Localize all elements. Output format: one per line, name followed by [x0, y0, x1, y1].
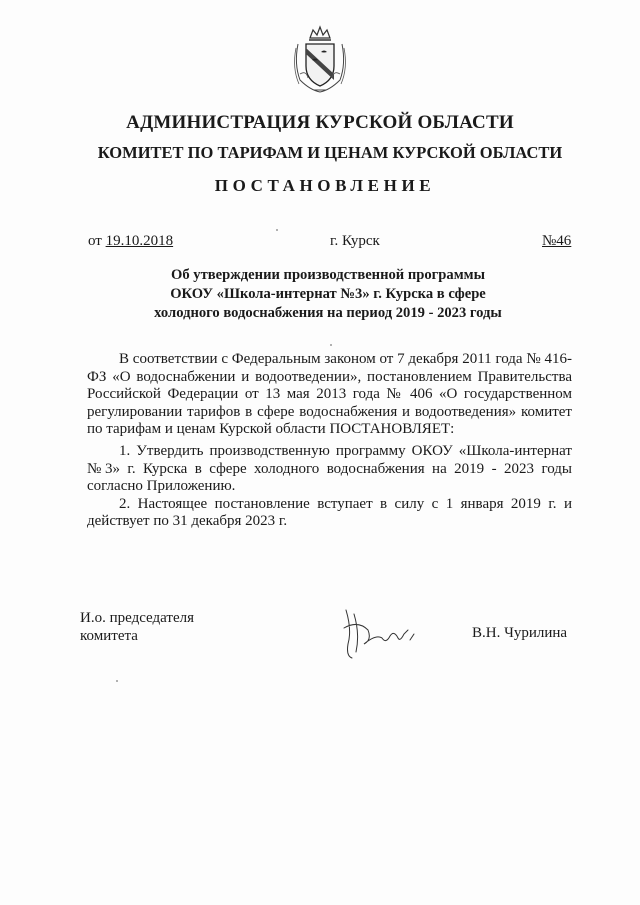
- date-prefix: от: [88, 233, 102, 249]
- title-line: холодного водоснабжения на период 2019 - 2023 годы: [154, 305, 502, 321]
- committee-title: КОМИТЕТ ПО ТАРИФАМ И ЦЕНАМ КУРСКОЙ ОБЛАСТИ: [97, 143, 563, 162]
- document-type: ПОСТАНОВЛЕНИЕ: [214, 176, 436, 195]
- organization-title: АДМИНИСТРАЦИЯ КУРСКОЙ ОБЛАСТИ: [126, 112, 514, 133]
- coat-of-arms-icon: [290, 24, 350, 94]
- scan-speck: [330, 344, 332, 346]
- title-line: ОКОУ «Школа-интернат №3» г. Курска в сфере: [170, 286, 486, 302]
- document-title: [118, 266, 538, 323]
- item-paragraph-2: 2. Настоящее постановление вступает в силу с 1 января 2019 г. и действует по 31 декабря 2023 г.: [87, 495, 572, 530]
- scan-speck: [276, 229, 278, 231]
- item-paragraph-1: 1. Утвердить производственную программу ОКОУ «Школа-интернат №3» г. Курска в сфере холодного водоснабжения на 2019 - 2023 годы согласно Приложению.: [87, 442, 572, 495]
- handwritten-signature: [338, 600, 438, 664]
- title-line: Об утверждении производственной программы: [170, 267, 485, 283]
- signatory-position: [80, 609, 194, 645]
- preamble-paragraph: В соответствии с Федеральным законом от 7 декабря 2011 года № 416-ФЗ «О водоснабжении и водоотведении», постановлением Правительства Российской Федерации от 13 мая 2013 года № 406 «О государственном регулировании тарифов в сфере водоснабжения и водоотведения» комитет по тарифам и ценам Курской области ПОСТАНОВЛЯЕТ:: [87, 351, 572, 438]
- scan-speck: [116, 680, 118, 682]
- position-line-2: комитета: [80, 628, 138, 644]
- signatory-name: В.Н. Чурилина: [472, 625, 568, 641]
- document-date: [88, 233, 173, 250]
- date-value: 19.10.2018: [105, 233, 174, 249]
- position-line-1: И.о. председателя: [80, 610, 195, 626]
- document-city: г. Курск: [330, 233, 380, 249]
- document-number: №46: [542, 233, 572, 249]
- document-body: [87, 351, 572, 531]
